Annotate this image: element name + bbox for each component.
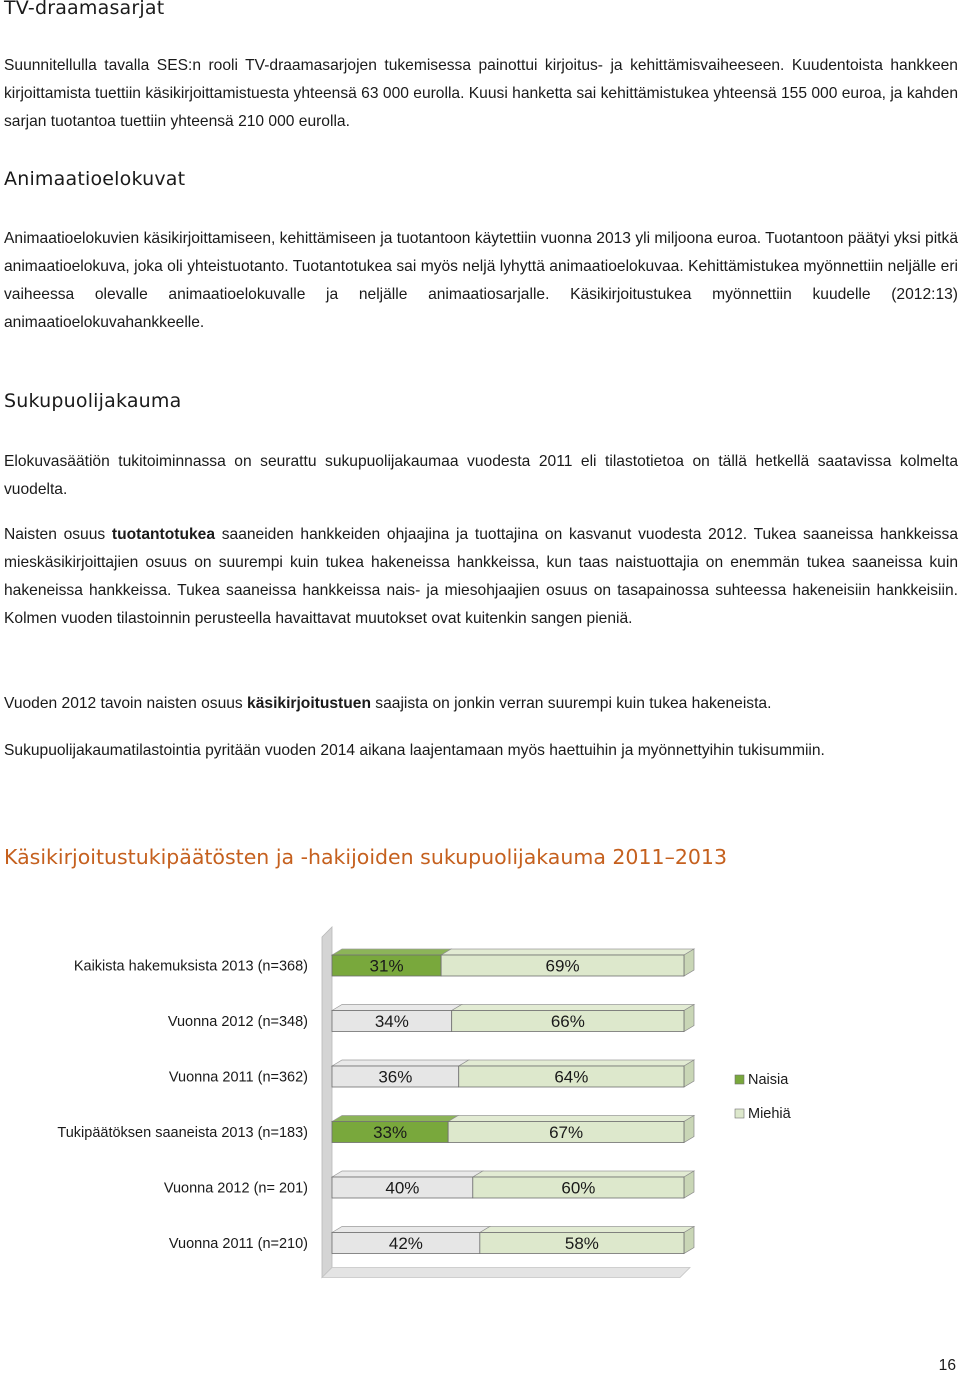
p2-bold-term: tuotantotukea: [111, 526, 216, 543]
data-label-miehia: 69%: [545, 956, 580, 976]
bar-naisia-top: [332, 949, 451, 955]
animation-heading: Animaatioelokuvat: [4, 168, 186, 190]
p3-text-end: saajista on jonkin verran suurempi kuin tukea hakeneista.: [370, 695, 772, 712]
category-label: Vuonna 2011 (n=362): [168, 1069, 308, 1086]
bar-naisia-top: [332, 1060, 469, 1066]
bar-naisia-top: [332, 1116, 458, 1122]
category-label: Vuonna 2011 (n=210): [168, 1236, 308, 1252]
bar-miehia-top: [448, 1116, 694, 1122]
category-label: Vuonna 2012 (n=348): [167, 1014, 308, 1030]
bar-miehia-top: [480, 1227, 694, 1233]
data-label-naisia: 34%: [374, 1012, 409, 1031]
plot-side-wall: [322, 927, 332, 1278]
gender-paragraph-2: [4, 521, 958, 633]
category-label: Vuonna 2012 (n= 201): [163, 1180, 308, 1197]
tv-heading: TV-draamasarjat: [4, 0, 165, 19]
data-label-naisia: 36%: [378, 1067, 413, 1087]
tv-paragraph: Suunnitellulla tavalla SES:n rooli TV-draamasarjojen tukemisessa painottui kirjoitus- ja kehittämisvaiheeseen. Kuudentoista hankkeen kirjoittamista tuettiin käsikirjoittamistuesta yhteensä 63 000 eurolla. Kuusi hanketta sai kehittämistukea yhteensä 155 000 euroa, ja kahden sarjan tuotantoa tuettiin yhteensä 210 000 eurolla.: [4, 57, 958, 130]
gender-paragraph-3: [4, 690, 958, 718]
bar-miehia-top: [459, 1060, 694, 1066]
data-label-naisia: 42%: [388, 1234, 423, 1253]
bar-miehia-top: [452, 1005, 694, 1011]
gender-heading: Sukupuolijakauma: [4, 390, 182, 412]
data-label-miehia: 60%: [561, 1178, 596, 1198]
category-label: Kaikista hakemuksista 2013 (n=368): [73, 958, 308, 975]
data-label-naisia: 31%: [369, 956, 404, 976]
animation-paragraph: Animaatioelokuvien käsikirjoittamiseen, kehittämiseen ja tuotantoon käytettiin vuonna 2013 yli miljoona euroa. Tuotantoon päätyi yksi pitkä animaatioelokuva, joka oli yhteistuotanto. Tuotantotukea sai myös neljä lyhyttä animaatioelokuvaa. Kehittämistukea myönnettiin neljälle eri vaiheessa olevalle animaatioelokuvalle ja neljälle animaatiosarjalle. Käsikirjoitustukea myönnettiin kuudelle (2012:13) animaatioelokuvahankkeelle.: [4, 230, 958, 331]
data-label-naisia: 40%: [385, 1178, 420, 1198]
data-label-naisia: 33%: [373, 1123, 408, 1142]
chart-title: Käsikirjoitustukipäätösten ja -hakijoiden sukupuolijakauma 2011–2013: [4, 845, 727, 869]
data-label-miehia: 67%: [549, 1123, 584, 1142]
bar-miehia-top: [473, 1171, 694, 1177]
p3-bold-term: käsikirjoitustuen: [247, 695, 371, 712]
bar-miehia-top: [441, 949, 694, 955]
bar-naisia-top: [332, 1227, 490, 1233]
category-label: Tukipäätöksen saaneista 2013 (n=183): [57, 1125, 308, 1141]
p2-text-end: saaneiden hankkeiden ohjaajina ja tuottajina on kasvanut vuodesta 2012. Tukea saaneissa hankkeissa mieskäsikirjoittajien osuus on suurempi kuin tukea hakeneissa hankkeissa, kun taas naistuottajia on enemmän tukea saaneissa kuin hakeneissa hankkeissa. Tukea saaneissa hankkeissa nais- ja miesohjaajien osuus on tasapainossa suhteessa hakeneisiin hankkeisiin. Kolmen vuoden tilastoinnin perusteella havaittavat muutokset ovat kuitenkin sangen pieniä.: [4, 526, 958, 627]
legend-swatch-naisia: [735, 1075, 744, 1084]
data-label-miehia: 64%: [554, 1067, 589, 1087]
legend-swatch-miehia: [735, 1109, 744, 1118]
page-number: 16: [938, 1357, 956, 1374]
gender-paragraph-4: Sukupuolijakaumatilastointia pyritään vuoden 2014 aikana laajentamaan myös haettuihin ja myönnettyihin tukisummiin.: [4, 742, 825, 759]
legend-label-naisia: Naisia: [748, 1072, 789, 1088]
plot-floor: [322, 1268, 690, 1278]
bar-naisia-top: [332, 1005, 462, 1011]
gender-paragraph-1: Elokuvasäätiön tukitoiminnassa on seurattu sukupuolijakaumaa vuodesta 2011 eli tilastotietoa on tällä hetkellä saatavissa kolmelta vuodelta.: [4, 453, 958, 498]
bar-naisia-top: [332, 1171, 483, 1177]
data-label-miehia: 66%: [550, 1012, 585, 1031]
p2-text-start: Naisten osuus: [4, 526, 112, 543]
data-label-miehia: 58%: [564, 1234, 599, 1253]
legend-label-miehia: Miehiä: [748, 1106, 791, 1122]
p3-text-start: Vuoden 2012 tavoin naisten osuus: [4, 695, 248, 712]
gender-distribution-chart: [0, 915, 960, 1285]
